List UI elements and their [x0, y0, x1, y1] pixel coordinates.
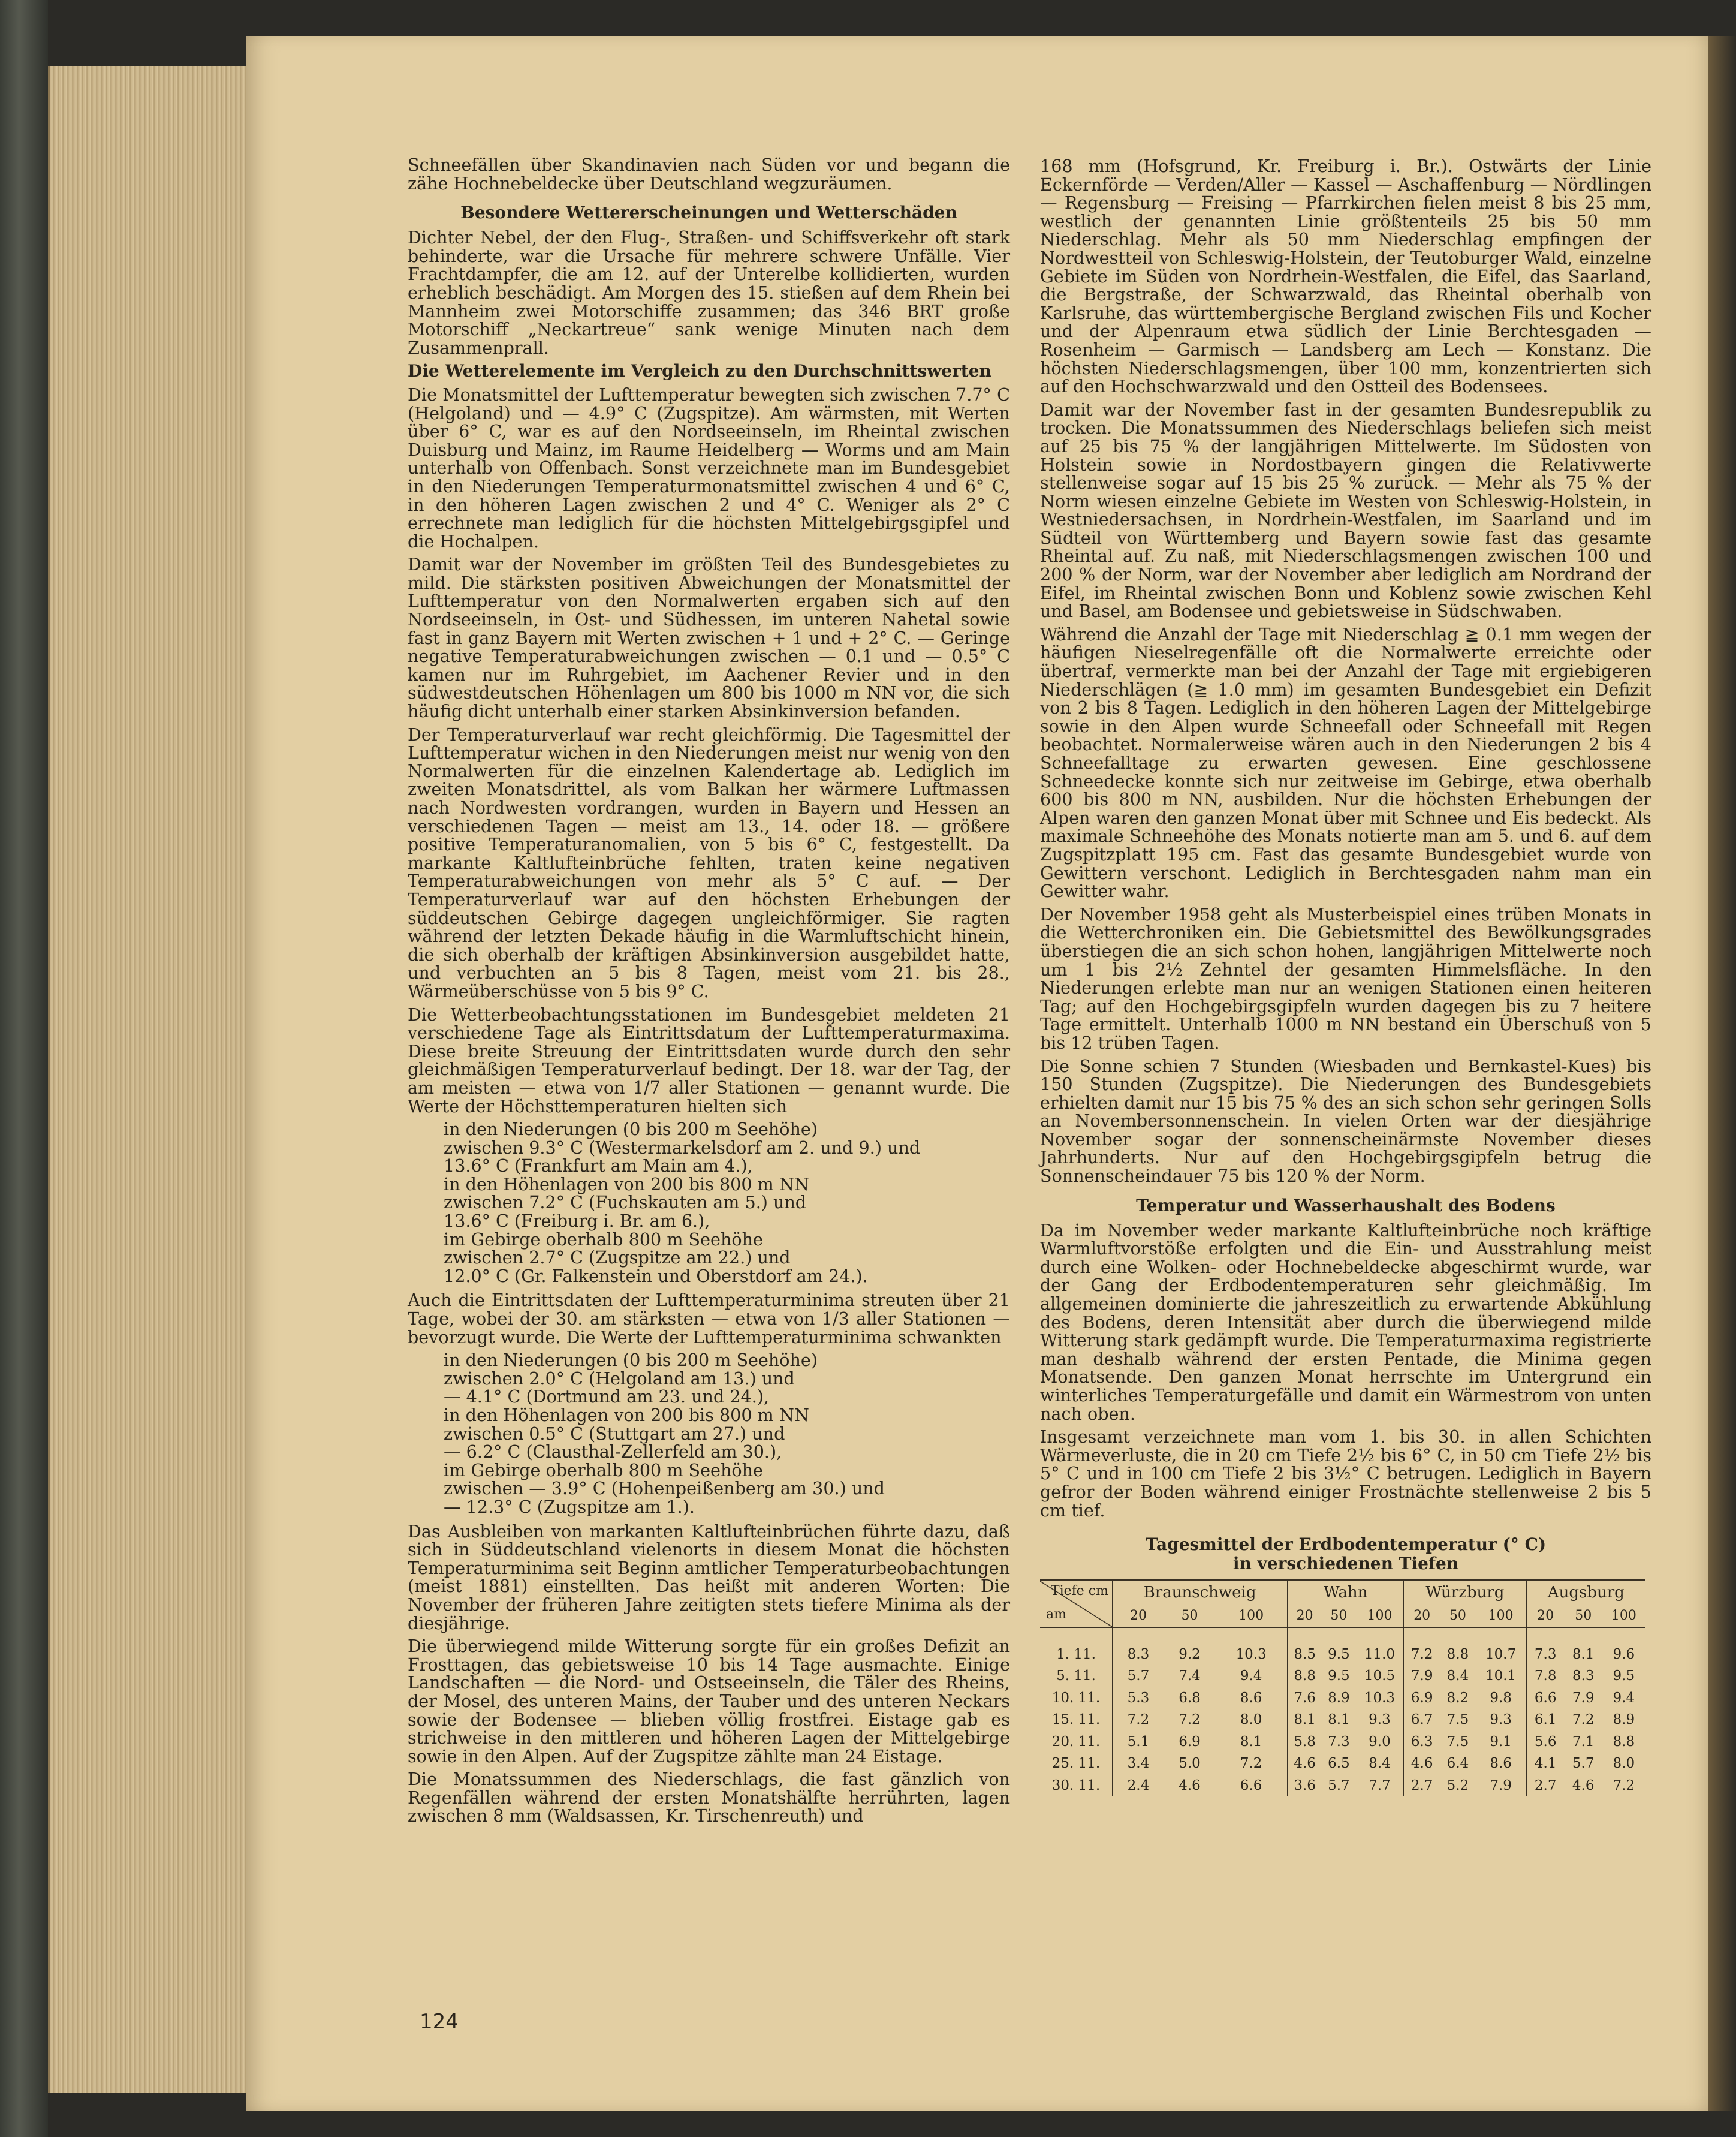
temperature-cell: 8.1 [1572, 1646, 1595, 1662]
temperature-cell: 5.7 [1127, 1668, 1150, 1684]
temperature-cell: 8.6 [1490, 1756, 1512, 1772]
temperature-cell: 8.9 [1613, 1712, 1635, 1728]
temperature-cell: 5.7 [1328, 1777, 1350, 1793]
temperature-cell: 6.4 [1446, 1756, 1469, 1772]
paragraph: Das Ausbleiben von markanten Kaltlufteinbrüchen führte dazu, daß sich in Süddeutschland vielenorts in diesem Monat die höchsten Temperaturminima seit Beginn amtlicher Temperaturbeobachtungen (meist 1881) einstellten. Das heißt mit anderen Worten: Die November der früheren Jahre zeitigten stets tiefere Minima als der diesjährige. [408, 1521, 1010, 1633]
list-item: — 4.1° C (Dortmund am 23. und 24.), [444, 1386, 770, 1407]
temperature-cell: 7.2 [1127, 1712, 1150, 1728]
section-heading: Temperatur und Wasserhaushalt des Bodens [1136, 1195, 1556, 1215]
date-cell: 25. 11. [1040, 1753, 1113, 1775]
temperature-cell: 5.0 [1179, 1756, 1201, 1772]
temperature-cell: 7.3 [1526, 1627, 1565, 1665]
table-row [1040, 1627, 1645, 1665]
list-item: — 12.3° C (Zugspitze am 1.). [444, 1496, 695, 1517]
right-page-edge [1708, 36, 1736, 2111]
soil-temperature-table [1040, 1579, 1645, 1796]
temperature-cell: 5.2 [1446, 1777, 1469, 1793]
temperature-cell: 9.0 [1369, 1733, 1391, 1750]
temperature-cell: 4.6 [1572, 1777, 1595, 1793]
temperature-cell: 10.3 [1364, 1690, 1396, 1706]
temperature-cell: 11.0 [1364, 1646, 1396, 1662]
list-item: im Gebirge oberhalb 800 m Seehöhe [444, 1459, 763, 1480]
temperature-cell: 6.6 [1240, 1777, 1262, 1793]
depth-header: 100 [1215, 1605, 1288, 1628]
depth-header: 100 [1356, 1605, 1404, 1628]
temperature-cell: 5.7 [1572, 1756, 1595, 1772]
depth-header: 20 [1404, 1605, 1440, 1628]
temperature-cell: 6.9 [1404, 1687, 1440, 1709]
table-row [1040, 1775, 1645, 1797]
temperature-cell: 7.9 [1404, 1665, 1440, 1687]
left-column [408, 156, 1010, 1830]
temperature-cell: 6.8 [1179, 1690, 1201, 1706]
temperature-cell: 8.6 [1240, 1690, 1262, 1706]
right-column [1040, 157, 1651, 1796]
temperature-cell: 8.4 [1446, 1668, 1469, 1684]
date-cell: 20. 11. [1040, 1731, 1113, 1753]
temperature-cell: 7.8 [1526, 1665, 1565, 1687]
list-item: 12.0° C (Gr. Falkenstein und Oberstdorf am 24.). [444, 1265, 868, 1286]
paragraph: Dichter Nebel, der den Flug-, Straßen- und Schiffsverkehr oft stark behinderte, war die Ursache für mehrere schwere Unfälle. Vier Frachtdampfer, die am 12. auf der Unterelbe kollidierten, wurden erheblich beschädigt. Am Morgen des 15. stießen auf dem Rhein bei Mannheim zwei Motorschiffe zusammen; das 346 BRT große Motorschiff „Neckartreue“ sank wenige Minuten nach dem Zusammenprall. [408, 227, 1010, 358]
temperature-cell: 5.1 [1127, 1733, 1150, 1750]
temperature-cell: 8.3 [1127, 1646, 1150, 1662]
section-heading: Besondere Wettererscheinungen und Wetterschäden [460, 203, 957, 223]
temperature-cell: 8.5 [1288, 1627, 1322, 1665]
depth-header: 100 [1602, 1605, 1645, 1628]
section-heading: Die Wetterelemente im Vergleich zu den Durchschnittswerten [408, 361, 991, 381]
corner-cell [1040, 1580, 1113, 1627]
list-item: zwischen 9.3° C (Westermarkelsdorf am 2. und 9.) und [444, 1137, 921, 1158]
temperature-cell: 6.7 [1404, 1709, 1440, 1731]
paragraph: Die überwiegend milde Witterung sorgte für ein großes Defizit an Frosttagen, das gebietsweise 10 bis 14 Tage ausmachte. Einige Landschaften — die Nord- und Ostseeinseln, die Täler des Rheins, der Mosel, des unteren Mains, der Tauber und des unteren Neckars sowie der Bodensee — blieben völlig frostfrei. Eistage gab es strichweise in den mittleren und höheren Lagen der Mittelgebirge sowie in den Alpen. Auf der Zugspitze zählte man 24 Eistage. [408, 1636, 1010, 1766]
list-item: zwischen 0.5° C (Stuttgart am 27.) und [444, 1423, 785, 1444]
table-row [1040, 1731, 1645, 1753]
temperature-cell: 7.9 [1572, 1690, 1595, 1706]
temperature-cell: 8.8 [1446, 1646, 1469, 1662]
depth-header: 50 [1565, 1605, 1602, 1628]
temperature-cell: 8.1 [1288, 1709, 1322, 1731]
paragraph: Während die Anzahl der Tage mit Niederschlag ≧ 0.1 mm wegen der häufigen Nieselregenfälle oft die Normalwerte erreichte oder übertraf, vermerkte man bei der Anzahl der Tage mit ergiebigeren Niederschlägen (≧ 1.0 mm) im gesamten Bundesgebiet ein Defizit von 2 bis 8 Tagen. Lediglich in den höheren Lagen der Mittelgebirge sowie in den Alpen wurde Schneefall oder Schneefall mit Regen beobachtet. Normalerweise wären auch in den Niederungen 2 bis 4 Schneefalltage zu erwarten gewesen. Eine geschlossene Schneedecke konnte sich nur zeitweise im Gebirge, etwa oberhalb 600 bis 800 m NN, ausbilden. Nur die höchsten Erhebungen der Alpen waren den ganzen Monat über mit Schnee und Eis bedeckt. Als maximale Schneehöhe des Monats notierte man am 5. und 6. auf dem Zugspitzplatt 195 cm. Fast das gesamte Bundesgebiet wurde von Gewittern verschont. Lediglich in Berchtesgaden nahm man ein Gewitter wahr. [1040, 624, 1651, 902]
temperature-cell: 7.2 [1179, 1712, 1201, 1728]
list-item: 13.6° C (Frankfurt am Main am 4.), [444, 1155, 753, 1176]
paragraph: Da im November weder markante Kaltlufteinbrüche noch kräftige Warmluftvorstöße erfolgten und die Ein- und Ausstrahlung meist durch eine Wolken- oder Hochnebeldecke abgeschirmt wurde, war der Gang der Erdbodentemperaturen sehr gleichmäßig. Im allgemeinen dominierte die jahreszeitlich zu erwartende Abkühlung des Bodens, deren Intensität aber durch die überwiegend milde Witterung stark gedämpft wurde. Die Temperaturmaxima registrierte man deshalb während der ersten Pentade, die Minima gegen Monatsende. Den ganzen Monat herrschte im Untergrund ein winterliches Temperaturgefälle und damit ein Wärmestrom von unten nach oben. [1040, 1220, 1651, 1424]
temperature-cell: 9.2 [1179, 1646, 1201, 1662]
paragraph: Der Temperaturverlauf war recht gleichförmig. Die Tagesmittel der Lufttemperatur wichen in den Niederungen meist nur wenig von den Normalwerten für die einzelnen Kalendertage ab. Lediglich im zweiten Monatsdrittel, als vom Balkan her wärmere Luftmassen nach Nordwesten vordrangen, wurden in Bayern und Hessen an verschiedenen Tagen — meist am 13., 14. oder 18. — größere positive Temperaturanomalien, von 5 bis 6° C, festgestellt. Da markante Kaltlufteinbrüche fehlten, traten keine negativen Temperaturabweichungen von mehr als 5° C auf. — Der Temperaturverlauf war auf den höchsten Erhebungen der süddeutschen Gebirge dagegen ungleichförmiger. Sie ragten während der letzten Dekade häufig in die Warmluftschicht hinein, die sich oberhalb der kräftigen Absinkinversion ausgebildet hatte, und verbuchten an 5 bis 8 Tagen, meist vom 21. bis 28., Wärmeüberschüsse von 5 bis 9° C. [408, 724, 1010, 1001]
temperature-cell: 10.5 [1364, 1668, 1396, 1684]
page-edges [48, 66, 248, 2093]
list-item: in den Niederungen (0 bis 200 m Seehöhe) [444, 1119, 818, 1140]
temperature-cell: 6.6 [1526, 1687, 1565, 1709]
temperature-cell: 7.5 [1446, 1712, 1469, 1728]
date-cell: 15. 11. [1040, 1709, 1113, 1731]
temperature-cell: 5.8 [1288, 1731, 1322, 1753]
station-header: Wahn [1288, 1580, 1404, 1605]
temperature-cell: 7.6 [1288, 1687, 1322, 1709]
list-item: zwischen 2.0° C (Helgoland am 13.) und [444, 1368, 795, 1389]
temperature-cell: 9.3 [1490, 1712, 1512, 1728]
temperature-cell: 6.1 [1526, 1709, 1565, 1731]
temperature-cell: 8.9 [1328, 1690, 1350, 1706]
table-row [1040, 1753, 1645, 1775]
temperature-cell: 7.7 [1369, 1777, 1391, 1793]
paragraph: Die Monatssummen des Niederschlags, die fast gänzlich von Regenfällen während der ersten Monatshälfte herrührten, lagen zwischen 8 mm (Waldsassen, Kr. Tirschenreuth) und [408, 1769, 1010, 1826]
temperature-cell: 7.4 [1179, 1668, 1201, 1684]
temperature-cell: 9.5 [1328, 1668, 1350, 1684]
temperature-cell: 9.5 [1328, 1646, 1350, 1662]
temperature-cell: 9.8 [1490, 1690, 1512, 1706]
temperature-cell: 10.3 [1235, 1646, 1267, 1662]
table-row [1040, 1687, 1645, 1709]
temperature-cell: 8.3 [1572, 1668, 1595, 1684]
list-item: in den Niederungen (0 bis 200 m Seehöhe) [444, 1350, 818, 1371]
paragraph: Insgesamt verzeichnete man vom 1. bis 30. in allen Schichten Wärmeverluste, die in 20 cm Tiefe 2½ bis 6° C, in 50 cm Tiefe 2½ bis 5° C und in 100 cm Tiefe 2 bis 3½° C betrugen. Lediglich in Bayern gefror der Boden während einiger Frostnächte stellenweise 2 bis 5 cm tief. [1040, 1426, 1651, 1521]
page-number: 124 [420, 2010, 459, 2034]
temperature-cell: 3.6 [1288, 1775, 1322, 1797]
temperature-cell: 7.2 [1572, 1712, 1595, 1728]
list-item: im Gebirge oberhalb 800 m Seehöhe [444, 1229, 763, 1250]
temperature-cell: 7.3 [1328, 1733, 1350, 1750]
temperature-cell: 9.5 [1613, 1668, 1635, 1684]
temperature-cell: 2.7 [1404, 1775, 1440, 1797]
temperature-cell: 8.8 [1288, 1665, 1322, 1687]
temperature-cell: 6.5 [1328, 1756, 1350, 1772]
temperature-cell: 8.8 [1613, 1733, 1635, 1750]
table-title-line: Tagesmittel der Erdbodentemperatur (° C) [1145, 1534, 1547, 1555]
temperature-cell: 8.1 [1328, 1712, 1350, 1728]
depth-header: 20 [1288, 1605, 1322, 1628]
min-temperature-list [444, 1351, 1010, 1516]
temperature-cell: 5.6 [1526, 1731, 1565, 1753]
temperature-cell: 9.4 [1613, 1690, 1635, 1706]
temperature-cell: 7.2 [1240, 1756, 1262, 1772]
paragraph: Die Sonne schien 7 Stunden (Wiesbaden und Bernkastel-Kues) bis 150 Stunden (Zugspitze). Die Niederungen des Bundesgebiets erhielten damit nur 15 bis 75 % des an sich schon sehr geringen Solls an Novembersonnenschein. In vielen Orten war der diesjährige November sogar der sonnenscheinärmste November dieses Jahrhunderts. Nur auf den Hochgebirgsgipfeln betrug die Sonnenscheindauer 75 bis 120 % der Norm. [1040, 1055, 1651, 1187]
list-item: in den Höhenlagen von 200 bis 800 m NN [444, 1405, 809, 1425]
temperature-cell: 9.1 [1490, 1733, 1512, 1750]
paragraph: Schneefällen über Skandinavien nach Süden vor und begann die zähe Hochnebeldecke über Deutschland wegzuräumen. [408, 155, 1010, 194]
temperature-cell: 7.2 [1613, 1777, 1635, 1793]
book-spine [0, 0, 48, 2137]
temperature-cell: 2.4 [1127, 1777, 1150, 1793]
depth-header: 100 [1476, 1605, 1526, 1628]
date-cell: 1. 11. [1040, 1627, 1113, 1665]
paragraph: 168 mm (Hofsgrund, Kr. Freiburg i. Br.). Ostwärts der Linie Eckernförde — Verden/Aller — Kassel — Aschaffenburg — Nördlingen — Regensburg — Freising — Pfarrkirchen fielen meist 8 bis 25 mm, westlich der genannten Linie größtenteils 25 bis 50 mm Niederschlag. Mehr als 50 mm Niederschlag empfingen der Nordwestteil von Schleswig-Holstein, der Teutoburger Wald, einzelne Gebiete im Süden von Nordrhein-Westfalen, die Eifel, das Saarland, die Bergstraße, der Schwarzwald, das Rheintal oberhalb von Karlsruhe, das württembergische Bergland zwischen Fils und Kocher und der Alpenraum etwa südlich der Linie Berchtesgaden — Rosenheim — Garmisch — Landsberg am Lech — Konstanz. Die höchsten Niederschlagsmengen, über 100 mm, konzentrierten sich auf den Hochschwarzwald und den Ostteil des Bodensees. [1040, 156, 1651, 397]
temperature-cell: 7.5 [1446, 1733, 1469, 1750]
list-item: zwischen 7.2° C (Fuchskauten am 5.) und [444, 1192, 807, 1213]
paragraph: Damit war der November fast in der gesamten Bundesrepublik zu trocken. Die Monatssummen des Niederschlags beliefen sich meist auf 25 bis 75 % der langjährigen Mittelwerte. Im Südosten von Holstein sowie in Nordostbayern gingen die Relativwerte stellenweise sogar auf 15 bis 25 % zurück. — Mehr als 75 % der Norm wiesen einzelne Gebiete im Westen von Schleswig-Holstein, in Westniedersachsen, in Nordrhein-Westfalen, im Saarland und im Südteil von Württemberg und Bayern sowie fast das gesamte Rheintal auf. Zu naß, mit Niederschlagsmengen zwischen 100 und 200 % der Norm, war der November aber lediglich am Nordrand der Eifel, im Rheintal zwischen Bonn und Koblenz sowie zwischen Kehl und Basel, am Bodensee und gebietsweise in Südschwaben. [1040, 399, 1651, 622]
list-item: 13.6° C (Freiburg i. Br. am 6.), [444, 1211, 710, 1232]
depth-header: 50 [1164, 1605, 1215, 1628]
table-row [1040, 1665, 1645, 1687]
station-header: Augsburg [1526, 1580, 1645, 1605]
temperature-cell: 3.4 [1127, 1756, 1150, 1772]
temperature-cell: 8.1 [1240, 1733, 1262, 1750]
temperature-cell: 9.4 [1240, 1668, 1262, 1684]
temperature-cell: 8.0 [1240, 1712, 1262, 1728]
paragraph: Der November 1958 geht als Musterbeispiel eines trüben Monats in die Wetterchroniken ein. Die Gebietsmittel des Bewölkungsgrades überstiegen die an sich schon hohen, langjährigen Mittelwerte noch um 1 bis 2½ Zehntel der gesamten Himmelsfläche. In den Niederungen erlebte man nur an wenigen Stationen einen heiteren Tag; auf den Hochgebirgsgipfeln wurden dagegen bis zu 7 heitere Tage ermittelt. Unterhalb 1000 m NN bestand ein Überschuß von 5 bis 12 trüben Tagen. [1040, 904, 1651, 1053]
paragraph: Die Monatsmittel der Lufttemperatur bewegten sich zwischen 7.7° C (Helgoland) und — 4.9° C (Zugspitze). Am wärmsten, mit Werten über 6° C, war es auf den Nordseeinseln, im Rheintal zwischen Duisburg und Mainz, im Raume Heidelberg — Worms und am Main unterhalb von Offenbach. Sonst verzeichnete man im Bundesgebiet in den Niederungen Temperaturmonatsmittel zwischen 4 und 6° C, in den höheren Lagen zwischen 2 und 4° C. Weniger als 2° C errechnete man lediglich für die höchsten Mittelgebirgsgipfel und die Hochalpen. [408, 384, 1010, 552]
depth-header: 50 [1322, 1605, 1356, 1628]
temperature-cell: 2.7 [1526, 1775, 1565, 1797]
table-row [1040, 1709, 1645, 1731]
temperature-cell: 10.1 [1485, 1668, 1517, 1684]
temperature-cell: 7.2 [1404, 1627, 1440, 1665]
temperature-cell: 10.7 [1485, 1646, 1517, 1662]
temperature-cell: 4.6 [1404, 1753, 1440, 1775]
temperature-cell: 6.3 [1404, 1731, 1440, 1753]
depth-header: 20 [1526, 1605, 1565, 1628]
paragraph: Damit war der November im größten Teil des Bundesgebietes zu mild. Die stärksten positiven Abweichungen der Monatsmittel der Lufttemperatur von den Normalwerten ergaben sich auf den Nordseeinseln, in Ost- und Südhessen, im unteren Nahetal sowie fast in ganz Bayern mit Werten zwischen + 1 und + 2° C. — Geringe negative Temperaturabweichungen zwischen — 0.1 und — 0.5° C kamen nur im Ruhrgebiet, im Aachener Revier und in den südwestdeutschen Höhenlagen um 800 bis 1000 m NN vor, die sich häufig dicht unterhalb einer starken Absinkinversion befanden. [408, 554, 1010, 722]
depth-header: 20 [1113, 1605, 1164, 1628]
date-cell: 10. 11. [1040, 1687, 1113, 1709]
max-temperature-list [444, 1120, 1010, 1285]
temperature-cell: 9.6 [1613, 1646, 1635, 1662]
temperature-cell: 8.4 [1369, 1756, 1391, 1772]
table-title [1040, 1535, 1651, 1573]
list-item: in den Höhenlagen von 200 bis 800 m NN [444, 1173, 809, 1194]
temperature-cell: 5.3 [1127, 1690, 1150, 1706]
temperature-cell: 4.6 [1179, 1777, 1201, 1793]
date-cell: 30. 11. [1040, 1775, 1113, 1797]
temperature-cell: 8.0 [1613, 1756, 1635, 1772]
paragraph: Die Wetterbeobachtungsstationen im Bundesgebiet meldeten 21 verschiedene Tage als Eintrittsdatum der Lufttemperaturmaxima. Diese breite Streuung der Eintrittsdaten wurde durch den sehr gleichmäßigen Temperaturverlauf bedingt. Der 18. war der Tag, der am meisten — etwa von 1/7 aller Stationen — genannt wurde. Die Werte der Höchsttemperaturen hielten sich [408, 1004, 1010, 1116]
table-title-line: in verschiedenen Tiefen [1232, 1554, 1459, 1574]
corner-depth-label: Tiefe cm [1050, 1583, 1108, 1599]
temperature-cell: 7.9 [1490, 1777, 1512, 1793]
station-header: Braunschweig [1113, 1580, 1288, 1605]
temperature-cell: 7.1 [1572, 1733, 1595, 1750]
temperature-cell: 8.2 [1446, 1690, 1469, 1706]
temperature-cell: 4.1 [1526, 1753, 1565, 1775]
temperature-cell: 4.6 [1288, 1753, 1322, 1775]
list-item: — 6.2° C (Clausthal-Zellerfeld am 30.), [444, 1441, 782, 1462]
paragraph: Auch die Eintrittsdaten der Lufttemperaturminima streuten über 21 Tage, wobei der 30. am stärksten — etwa von 1/3 aller Stationen — bevorzugt wurde. Die Werte der Lufttemperaturminima schwankten [408, 1290, 1010, 1347]
date-cell: 5. 11. [1040, 1665, 1113, 1687]
temperature-cell: 9.3 [1369, 1712, 1391, 1728]
corner-date-label: am [1046, 1607, 1066, 1623]
list-item: zwischen 2.7° C (Zugspitze am 22.) und [444, 1247, 791, 1268]
list-item: zwischen — 3.9° C (Hohenpeißenberg am 30.) und [444, 1478, 885, 1499]
station-header: Würzburg [1404, 1580, 1526, 1605]
temperature-cell: 6.9 [1179, 1733, 1201, 1750]
depth-header: 50 [1440, 1605, 1476, 1628]
